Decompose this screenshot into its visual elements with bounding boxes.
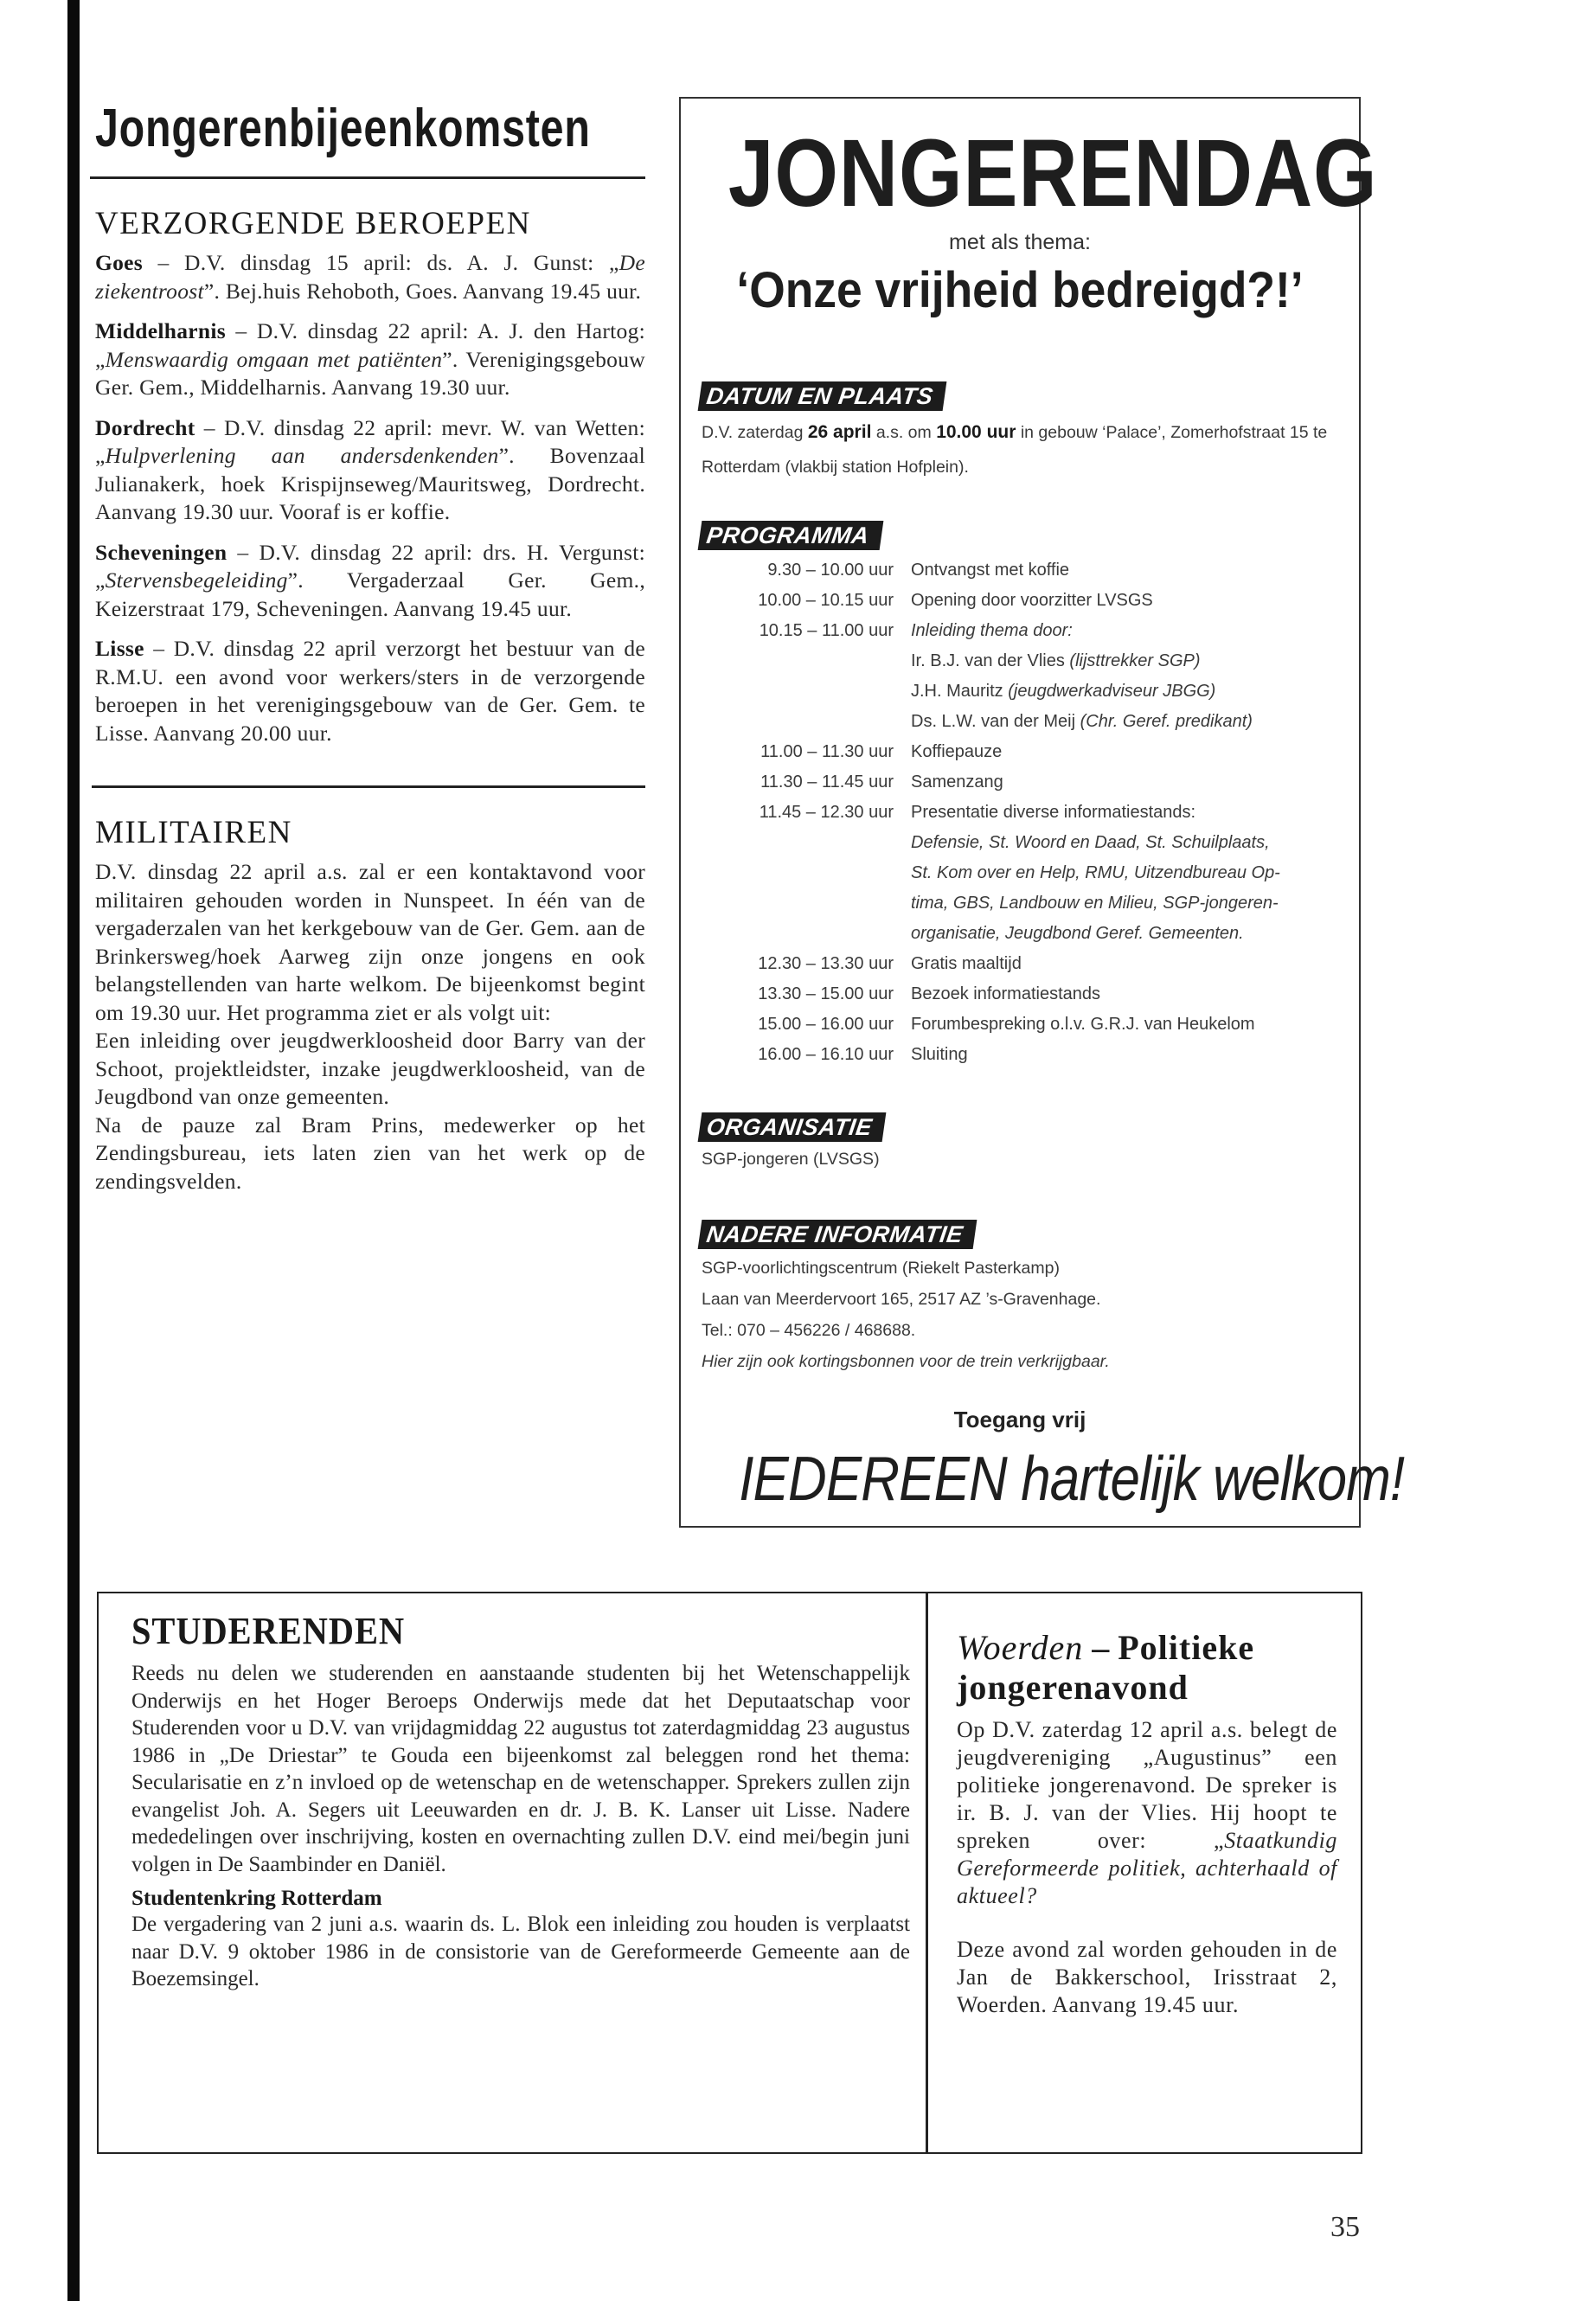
- table-row: 9.30 – 10.00 uur Ontvangst met koffie: [767, 561, 1070, 580]
- label-datum-en-plaats: DATUM EN PLAATS: [698, 381, 947, 411]
- militairen-paragraph: Na de pauze zal Bram Prins, medewerker op het Zendingsbureau, iets laten zien van het werk op de zendingsvelden.: [95, 1112, 645, 1194]
- jongerendag-title: JONGERENDAG: [727, 120, 1378, 227]
- jongerendag-subtitle: met als thema:: [949, 230, 1091, 254]
- entry-goes: Goes – D.V. dinsdag 15 april: ds. A. J. Gunst: „De ziekentroost”. Bej.huis Rehoboth, Goes. Aanvang 19.45 uur.: [95, 250, 645, 304]
- organisatie-text: SGP-jongeren (LVSGS): [702, 1150, 880, 1169]
- table-row: 11.30 – 11.45 uur Samenzang: [760, 772, 1003, 792]
- table-row: Defensie, St. Woord en Daad, St. Schuilplaats,: [911, 833, 1270, 852]
- table-row: St. Kom over en Help, RMU, Uitzendbureau Op-: [911, 863, 1280, 882]
- section-rule: [92, 785, 645, 788]
- entry-middelharnis: Middelharnis – D.V. dinsdag 22 april: A. J. den Hartog: „Menswaardig omgaan met patiënten”. Verenigingsgebouw Ger. Gem., Middelharnis. Aanvang 19.30 uur.: [95, 318, 646, 400]
- studerenden-body: Reeds nu delen we studerenden en aanstaande studenten bij het Wetenschappelijk Onderwijs en het Hoger Beroeps Onderwijs mede dat het Deputaatschap voor Studerenden voor u D.V. van vrijdagmiddag 22 augustus tot zaterdagmiddag 23 augustus 1986 in „De Driestar” te Gouda een bijeenkomst zal beleggen rond het thema: Secularisatie en z’n invloed op de wetenschap en de wetenschapper. Sprekers zullen zijn evangelist Joh. A. Segers uit Leeuwarden en dr. J. B. K. Lanser uit Lisse. Nadere mededelingen over inschrijving, kosten en overnachting zullen D.V. eind mei/begin juni volgen in De Saambinder en Daniël.: [131, 1662, 910, 1876]
- entry-dordrecht: Dordrecht – D.V. dinsdag 22 april: mevr. W. van Wetten: „Hulpverlening aan andersdenkenden”. Bovenzaal Julianakerk, hoek Krispijnseweg/Mauritsweg, Dordrecht. Aanvang 19.30 uur. Vooraf is er koffie.: [95, 414, 645, 524]
- table-row: tima, GBS, Landbouw en Milieu, SGP-jongeren-: [911, 894, 1279, 913]
- table-row: 11.45 – 12.30 uur Presentatie diverse informatiestands:: [759, 803, 1196, 822]
- bottom-notices: [97, 1592, 1362, 2154]
- column-divider: [926, 1593, 928, 2152]
- woerden-body: Op D.V. zaterdag 12 april a.s. belegt de jeugdvereniging „Augustinus” een politieke jongerenavond. De spreker is ir. B. J. van der Vlies. Hij hoopt te spreken over: „Staatkundig Gereformeerde politiek, achterhaald of aktueel?: [957, 1717, 1337, 1908]
- label-nadere-informatie: NADERE INFORMATIE: [698, 1220, 977, 1249]
- table-row: Ds. L.W. van der Meij (Chr. Geref. predikant): [911, 712, 1253, 731]
- studentenkring-heading: Studentenkring Rotterdam: [131, 1887, 382, 1910]
- table-row: 11.00 – 11.30 uur Koffiepauze: [760, 742, 1003, 761]
- table-row: 10.00 – 10.15 uur Opening door voorzitter LVSGS: [758, 591, 1153, 610]
- label-organisatie: ORGANISATIE: [698, 1112, 887, 1142]
- woerden-location: Deze avond zal worden gehouden in de Jan de Bakkerschool, Irisstraat 2, Woerden. Aanvang 19.45 uur.: [957, 1937, 1337, 2017]
- studentenkring-body: De vergadering van 2 juni a.s. waarin ds. L. Blok een inleiding zou houden is verplaatst naar D.V. 9 oktober 1986 in de consistorie van de Gereformeerde Gemeente aan de Boezemsingel.: [131, 1913, 910, 1990]
- entry-lisse: Lisse – D.V. dinsdag 22 april verzorgt het bestuur van de R.M.U. een avond voor werkers/sters in de verzorgende beroepen in het verenigingsgebouw van de Ger. Gem. te Lisse. Aanvang 20.00 uur.: [95, 636, 645, 746]
- militairen-paragraph: D.V. dinsdag 22 april a.s. zal er een kontaktavond voor militairen gehouden worden in Nunspeet. In één van de vergaderzalen van het kerkgebouw van de Ger. Gem. aan de Brinkersweg/hoek Aarweg zijn onze jongens en ook belangstellenden van harte welkom. De bijeenkomst begint om 19.30 uur. Het programma ziet er als volgt uit:: [95, 859, 645, 1025]
- militairen-paragraph: Een inleiding over jeugdwerkloosheid door Barry van der Schoot, projektleidster, inzake jeugdwerkloosheid, van de Jeugdbond van onze gemeenten.: [95, 1028, 645, 1109]
- woerden-heading: Woerden – Politieke jongerenavond: [957, 1628, 1255, 1707]
- table-row: 12.30 – 13.30 uur Gratis maaltijd: [758, 954, 1022, 973]
- table-row: J.H. Mauritz (jeugdwerkadviseur JBGG): [911, 682, 1216, 701]
- table-row: 10.15 – 11.00 uur Inleiding thema door:: [759, 621, 1073, 640]
- section-heading-militairen: MILITAIREN: [95, 815, 292, 850]
- toegang-vrij: Toegang vrij: [953, 1407, 1086, 1433]
- table-row: 13.30 – 15.00 uur Bezoek informatiestands: [758, 984, 1101, 1003]
- studerenden-section: [131, 1609, 910, 1993]
- page-number: 35: [1330, 2211, 1360, 2243]
- programma-table: [700, 555, 1280, 1070]
- binding-edge: [67, 0, 80, 2301]
- studerenden-heading: STUDERENDEN: [131, 1610, 406, 1652]
- label-programma: PROGRAMMA: [698, 521, 883, 550]
- jongerendag-theme: ‘Onze vrijheid bedreigd?!’: [736, 262, 1304, 318]
- woerden-section: [957, 1628, 1337, 2045]
- section-heading-verzorgende: VERZORGENDE BEROEPEN: [95, 206, 531, 241]
- jongerendag-advert: [679, 97, 1405, 1528]
- nadere-informatie-text: SGP-voorlichtingscentrum (Riekelt Pasterkamp) Laan van Meerdervoort 165, 2517 AZ ’s-Gravenhage. Tel.: 070 – 456226 / 468688. Hier zijn ook kortingsbonnen voor de trein verkrijgbaar.: [702, 1259, 1110, 1371]
- welkom-slogan: IEDEREEN hartelijk welkom!: [739, 1445, 1405, 1514]
- table-row: 15.00 – 16.00 uur Forumbespreking o.l.v. G.R.J. van Heukelom: [758, 1015, 1255, 1034]
- page-title: Jongerenbijeenkomsten: [95, 99, 591, 158]
- left-column: [95, 93, 645, 1195]
- table-row: 16.00 – 16.10 uur Sluiting: [758, 1045, 968, 1064]
- title-rule: [90, 176, 645, 179]
- table-row: organisatie, Jeugdbond Geref. Gemeenten.: [911, 924, 1244, 943]
- table-row: Ir. B.J. van der Vlies (lijsttrekker SGP): [911, 651, 1201, 670]
- datum-text: D.V. zaterdag 26 april a.s. om 10.00 uur in gebouw ‘Palace’, Zomerhofstraat 15 te Rotterdam (vlakbij station Hofplein).: [702, 422, 1328, 477]
- entry-scheveningen: Scheveningen – D.V. dinsdag 22 april: drs. H. Vergunst: „Stervensbegeleiding”. Vergaderzaal Ger. Gem., Keizerstraat 179, Scheveningen. Aanvang 19.45 uur.: [95, 539, 645, 621]
